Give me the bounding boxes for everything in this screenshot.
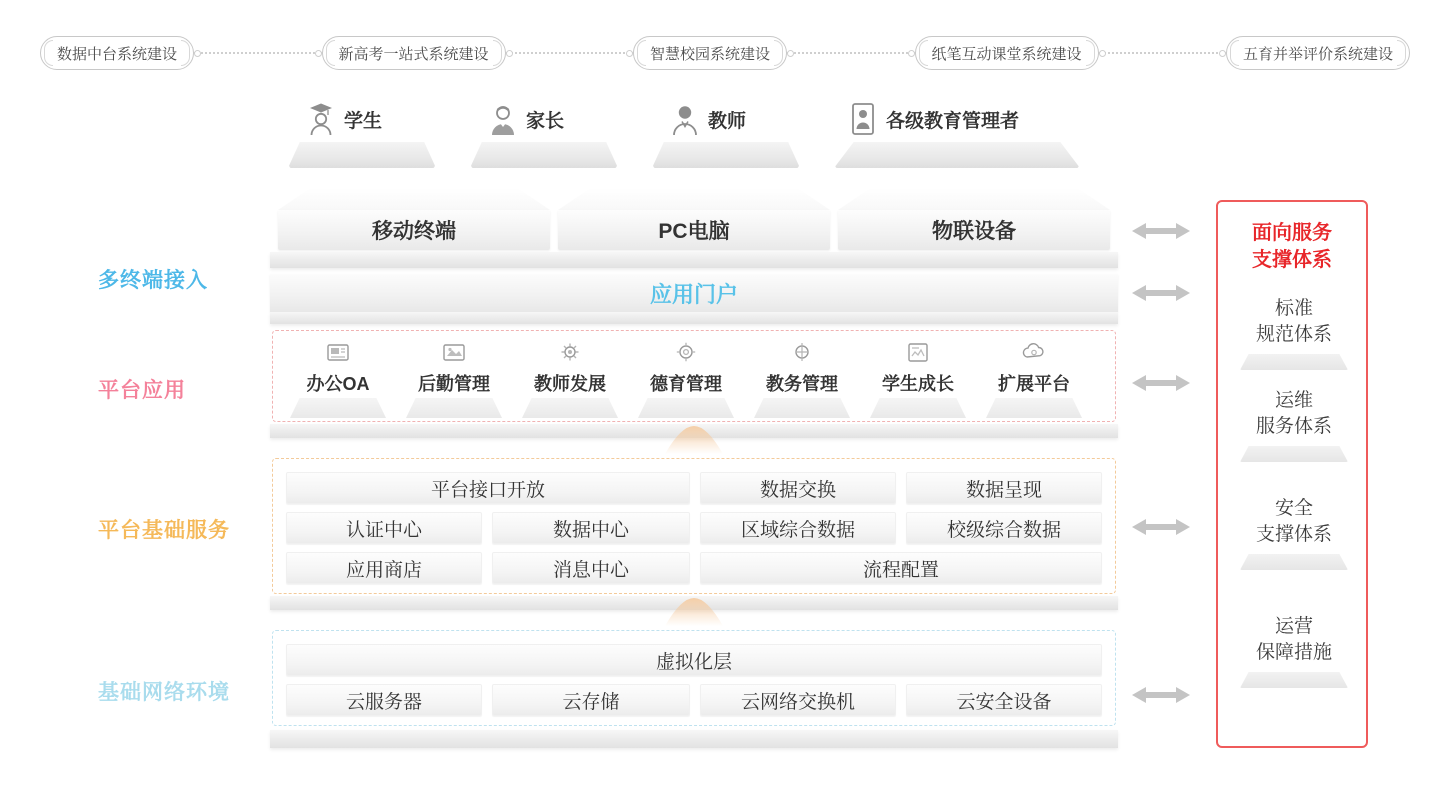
app-academic-affairs[interactable] — [754, 340, 850, 396]
service-message-center[interactable] — [492, 552, 690, 584]
data-flow-funnel-upper — [661, 424, 727, 454]
support-item-line1: 运营 — [1274, 616, 1313, 638]
connector-dot-right — [1219, 50, 1226, 57]
connector-line — [194, 52, 321, 54]
pill-label: 新高考一站式系统建设 — [338, 45, 489, 63]
connector-dot-left — [787, 50, 794, 57]
support-panel-title-line1: 面向服务 — [1252, 222, 1332, 244]
support-item-base-operations — [1240, 446, 1348, 462]
office-oa-icon — [325, 340, 351, 366]
pill-connector-3 — [787, 47, 914, 59]
service-label: 数据呈现 — [965, 479, 1042, 501]
app-moral-education[interactable] — [638, 340, 734, 396]
service-label: 应用商店 — [345, 559, 422, 581]
network-virtualization-layer[interactable] — [286, 644, 1102, 676]
role-label: 家长 — [526, 110, 565, 132]
service-label: 数据中心 — [552, 519, 629, 541]
connector-dot-left — [1099, 50, 1106, 57]
connector-line — [506, 52, 633, 54]
role-base-parent — [470, 142, 618, 168]
service-label: 平台接口开放 — [430, 479, 545, 501]
layer-label-text: 基础网络环境 — [98, 681, 230, 704]
app-label: 后勤管理 — [418, 374, 490, 394]
connector-line — [787, 52, 914, 54]
layer-label-text: 平台应用 — [98, 379, 186, 402]
role-base-administrator — [834, 142, 1080, 168]
pill-smart-campus[interactable] — [633, 36, 787, 70]
app-base-office-oa — [290, 398, 386, 418]
terminal-iot[interactable] — [838, 210, 1110, 250]
support-item-line1: 标准 — [1274, 298, 1313, 320]
service-process-config[interactable] — [700, 552, 1102, 584]
layer-label-network — [98, 676, 268, 706]
support-item-operations[interactable] — [1232, 382, 1356, 446]
network-layer-base — [270, 730, 1118, 748]
network-label: 云服务器 — [345, 691, 422, 713]
teacher-icon — [670, 102, 700, 136]
terminal-mobile[interactable] — [278, 210, 550, 250]
role-label: 各级教育管理者 — [886, 110, 1020, 132]
app-base-academic — [754, 398, 850, 418]
terminal-top-plate-mobile — [278, 188, 550, 210]
service-label: 消息中心 — [552, 559, 629, 581]
app-base-logistics — [406, 398, 502, 418]
app-office-oa[interactable] — [290, 340, 386, 396]
app-label: 学生成长 — [882, 374, 954, 394]
app-label: 德育管理 — [650, 374, 722, 394]
service-data-center[interactable] — [492, 512, 690, 544]
bidirectional-arrow-platform-service — [1132, 516, 1190, 538]
service-data-exchange[interactable] — [700, 472, 896, 504]
terminal-label: 物联设备 — [932, 220, 1016, 243]
role-label: 教师 — [708, 110, 747, 132]
pill-label: 纸笔互动课堂系统建设 — [931, 45, 1082, 63]
portal-layer-base — [270, 312, 1118, 324]
pill-label: 数据中台系统建设 — [57, 45, 178, 63]
support-item-line1: 运维 — [1274, 390, 1313, 412]
app-base-moral — [638, 398, 734, 418]
service-regional-data[interactable] — [700, 512, 896, 544]
support-item-line2: 服务体系 — [1255, 416, 1332, 437]
network-label: 云存储 — [562, 691, 620, 713]
pill-connector-2 — [506, 47, 633, 59]
role-label: 学生 — [344, 110, 383, 132]
pill-connector-1 — [194, 47, 321, 59]
terminal-pc[interactable] — [558, 210, 830, 250]
network-label: 云网络交换机 — [740, 691, 855, 713]
app-label: 扩展平台 — [998, 374, 1070, 394]
student-icon — [306, 102, 336, 136]
parent-icon — [488, 102, 518, 136]
network-cloud-switch[interactable] — [700, 684, 896, 716]
student-growth-icon — [905, 340, 931, 366]
app-label: 教师发展 — [534, 374, 606, 394]
service-school-data[interactable] — [906, 512, 1102, 544]
portal-label: 应用门户 — [649, 281, 738, 307]
extension-platform-icon — [1021, 340, 1047, 366]
service-label: 区域综合数据 — [740, 519, 855, 541]
service-label: 认证中心 — [345, 519, 422, 541]
layer-label-terminal — [98, 264, 268, 294]
support-item-base-operation-guarantee — [1240, 672, 1348, 688]
service-label: 校级综合数据 — [946, 519, 1061, 541]
pill-data-midplatform[interactable] — [40, 36, 194, 70]
support-item-line2: 支撑体系 — [1255, 524, 1332, 545]
service-data-presentation[interactable] — [906, 472, 1102, 504]
network-label: 云安全设备 — [956, 691, 1052, 713]
bidirectional-arrow-network — [1132, 684, 1190, 706]
teacher-development-icon — [557, 340, 583, 366]
app-logistics[interactable] — [406, 340, 502, 396]
app-label: 教务管理 — [766, 374, 838, 394]
support-item-base-security — [1240, 554, 1348, 570]
program-pill-row — [40, 36, 1410, 70]
academic-affairs-icon — [789, 340, 815, 366]
data-flow-funnel-lower — [661, 596, 727, 626]
network-cloud-security[interactable] — [906, 684, 1102, 716]
network-cloud-server[interactable] — [286, 684, 482, 716]
logistics-icon — [441, 340, 467, 366]
moral-education-icon — [673, 340, 699, 366]
support-panel-title — [1218, 220, 1366, 274]
connector-line — [1099, 52, 1226, 54]
support-item-security[interactable] — [1232, 490, 1356, 554]
pill-paper-pen-classroom[interactable] — [915, 36, 1099, 70]
role-administrator[interactable] — [848, 102, 1019, 136]
service-api-open[interactable] — [286, 472, 690, 504]
terminal-layer-base — [270, 252, 1118, 268]
bidirectional-arrow-portal — [1132, 282, 1190, 304]
terminal-top-plate-iot — [838, 188, 1110, 210]
app-base-growth — [870, 398, 966, 418]
app-extension-platform[interactable] — [986, 340, 1082, 396]
service-label: 流程配置 — [862, 559, 939, 581]
layer-label-platform-service — [98, 514, 268, 544]
support-item-line2: 规范体系 — [1255, 324, 1332, 345]
support-item-line2: 保障措施 — [1255, 642, 1332, 663]
administrator-icon — [848, 102, 878, 136]
pill-connector-4 — [1099, 47, 1226, 59]
connector-dot-right — [908, 50, 915, 57]
role-base-teacher — [652, 142, 800, 168]
pill-label: 智慧校园系统建设 — [650, 45, 771, 63]
layer-label-text: 多终端接入 — [98, 269, 208, 292]
app-base-teacher-dev — [522, 398, 618, 418]
terminal-top-plate-pc — [558, 188, 830, 210]
network-label: 虚拟化层 — [655, 651, 732, 673]
bidirectional-arrow-platform-app — [1132, 372, 1190, 394]
pill-five-education-evaluation[interactable] — [1226, 36, 1410, 70]
service-oriented-support-panel — [1216, 200, 1368, 748]
support-item-operation-guarantee[interactable] — [1232, 608, 1356, 672]
layer-label-text: 平台基础服务 — [98, 519, 230, 542]
pill-label: 五育并举评价系统建设 — [1243, 45, 1394, 63]
support-item-standard[interactable] — [1232, 290, 1356, 354]
role-student[interactable] — [306, 102, 382, 136]
role-parent[interactable] — [488, 102, 564, 136]
support-panel-title-line2: 支撑体系 — [1252, 249, 1332, 271]
app-base-extension — [986, 398, 1082, 418]
pill-new-gaokao[interactable] — [322, 36, 506, 70]
terminal-label: 移动终端 — [372, 220, 456, 243]
application-portal[interactable] — [270, 274, 1118, 312]
connector-dot-right — [626, 50, 633, 57]
service-app-store[interactable] — [286, 552, 482, 584]
service-auth-center[interactable] — [286, 512, 482, 544]
app-label: 办公OA — [306, 374, 370, 394]
bidirectional-arrow-terminal — [1132, 220, 1190, 242]
support-item-line1: 安全 — [1274, 498, 1313, 520]
connector-dot-right — [315, 50, 322, 57]
app-teacher-development[interactable] — [522, 340, 618, 396]
connector-dot-left — [506, 50, 513, 57]
connector-dot-left — [194, 50, 201, 57]
terminal-label: PC电脑 — [658, 220, 730, 243]
role-base-student — [288, 142, 436, 168]
role-teacher[interactable] — [670, 102, 746, 136]
app-student-growth[interactable] — [870, 340, 966, 396]
support-item-base-standard — [1240, 354, 1348, 370]
service-label: 数据交换 — [759, 479, 836, 501]
layer-label-platform-app — [98, 374, 268, 404]
network-cloud-storage[interactable] — [492, 684, 690, 716]
